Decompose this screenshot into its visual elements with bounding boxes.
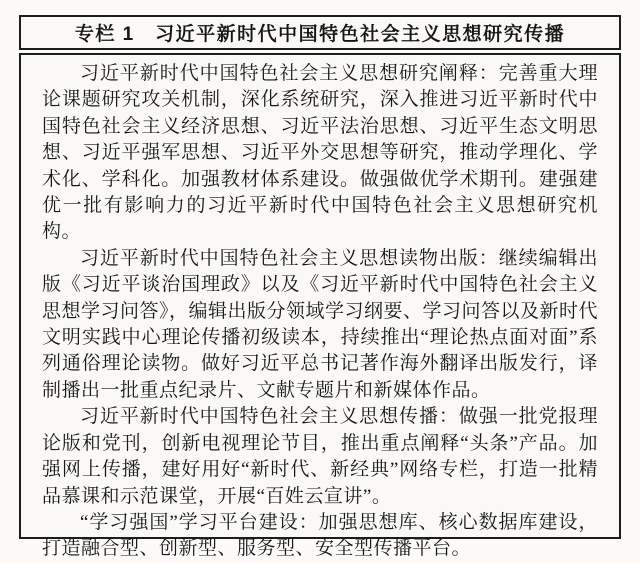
panel-paragraph-publications: 习近平新时代中国特色社会主义思想读物出版：继续编辑出版《习近平谈治国理政》以及《习近平新时代中国特色社会主义思想学习问答》，编辑出版分领域学习纲要、学习问答以及新时代文明实践中心理论传播初级读本，持续推出“理论热点面对面”系列通俗理论读物。做好习近平总书记著作海外翻译出版发行，译制播出一批重点纪录片、文献专题片和新媒体作品。 bbox=[42, 247, 599, 401]
panel-paragraph-dissemination: 习近平新时代中国特色社会主义思想传播：做强一批党报理论版和党刊，创新电视理论节目，推出重点阐释“头条”产品。加强网上传播，建好用好“新时代、新经典”网络专栏，打造一批精品慕课和示范课堂，开展“百姓云宣讲”。 bbox=[42, 406, 598, 507]
panel-paragraph-xuexi-qiangguo-platform: “学习强国”学习平台建设：加强思想库、核心数据库建设，打造融合型、创新型、服务型、安全型传播平台。 bbox=[42, 511, 598, 560]
panel-title: 专栏 1 习近平新时代中国特色社会主义思想研究传播 bbox=[74, 24, 566, 45]
panel-paragraph-research-interpretation: 习近平新时代中国特色社会主义思想研究阐释：完善重大理论课题研究攻关机制，深化系统研究，深入推进习近平新时代中国特色社会主义经济思想、习近平法治思想、习近平生态文明思想、习近平强军思想、习近平外交思想等研究，推动学理化、学术化、学科化。加强教材体系建设。做强做优学术期刊。建强建优一批有影响力的习近平新时代中国特色社会主义思想研究机构。 bbox=[42, 63, 598, 243]
panel-title-box bbox=[19, 15, 621, 50]
panel-body bbox=[19, 53, 621, 560]
